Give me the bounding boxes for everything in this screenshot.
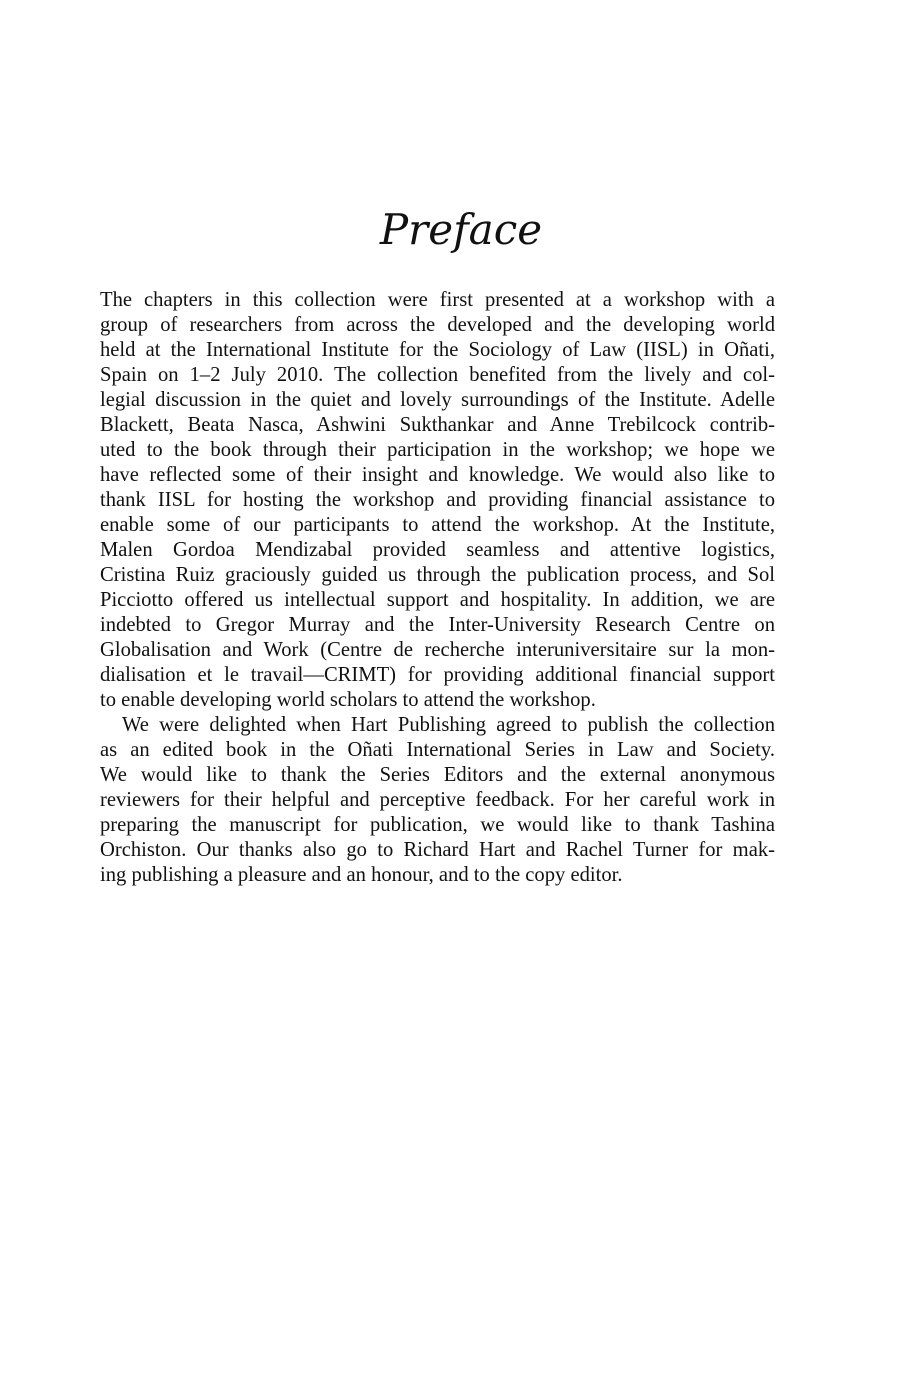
text-line: Globalisation and Work (Centre de recherche interuniversitaire sur la mon-: [100, 639, 775, 661]
text-line: enable some of our participants to attend the workshop. At the Institute,: [100, 514, 775, 536]
text-line: as an edited book in the Oñati International Series in Law and Society.: [100, 739, 775, 761]
text-line: held at the International Institute for the Sociology of Law (IISL) in Oñati,: [100, 339, 775, 361]
text-line: ing publishing a pleasure and an honour, and to the copy editor.: [100, 864, 623, 886]
text-line: Malen Gordoa Mendizabal provided seamless and attentive logistics,: [100, 539, 775, 561]
page-title: Preface: [379, 205, 543, 254]
text-line: We would like to thank the Series Editors and the external anonymous: [100, 764, 775, 786]
paragraph-1: [100, 288, 775, 713]
text-line: have reflected some of their insight and knowledge. We would also like to: [100, 464, 775, 486]
text-line: Spain on 1–2 July 2010. The collection benefited from the lively and col-: [100, 364, 775, 386]
text-line: indebted to Gregor Murray and the Inter-University Research Centre on: [100, 614, 775, 636]
text-line: We were delighted when Hart Publishing agreed to publish the collection: [122, 714, 775, 736]
text-line: uted to the book through their participation in the workshop; we hope we: [100, 439, 775, 461]
text-line: Picciotto offered us intellectual support and hospitality. In addition, we are: [100, 589, 775, 611]
text-line: Orchiston. Our thanks also go to Richard Hart and Rachel Turner for mak-: [100, 839, 775, 861]
text-line: to enable developing world scholars to attend the workshop.: [100, 689, 596, 711]
text-line: group of researchers from across the developed and the developing world: [100, 314, 775, 336]
paragraph-2: [100, 713, 775, 888]
text-line: Cristina Ruiz graciously guided us through the publication process, and Sol: [100, 564, 775, 586]
text-line: thank IISL for hosting the workshop and providing financial assistance to: [100, 489, 775, 511]
text-line: Blackett, Beata Nasca, Ashwini Sukthankar and Anne Trebilcock contrib-: [100, 414, 775, 436]
text-line: reviewers for their helpful and perceptive feedback. For her careful work in: [100, 789, 775, 811]
text-line: dialisation et le travail—CRIMT) for providing additional financial support: [100, 664, 775, 686]
text-line: legial discussion in the quiet and lovely surroundings of the Institute. Adelle: [100, 389, 775, 411]
preface-body: [100, 288, 775, 888]
text-line: The chapters in this collection were first presented at a workshop with a: [100, 289, 775, 311]
text-line: preparing the manuscript for publication, we would like to thank Tashina: [100, 814, 775, 836]
